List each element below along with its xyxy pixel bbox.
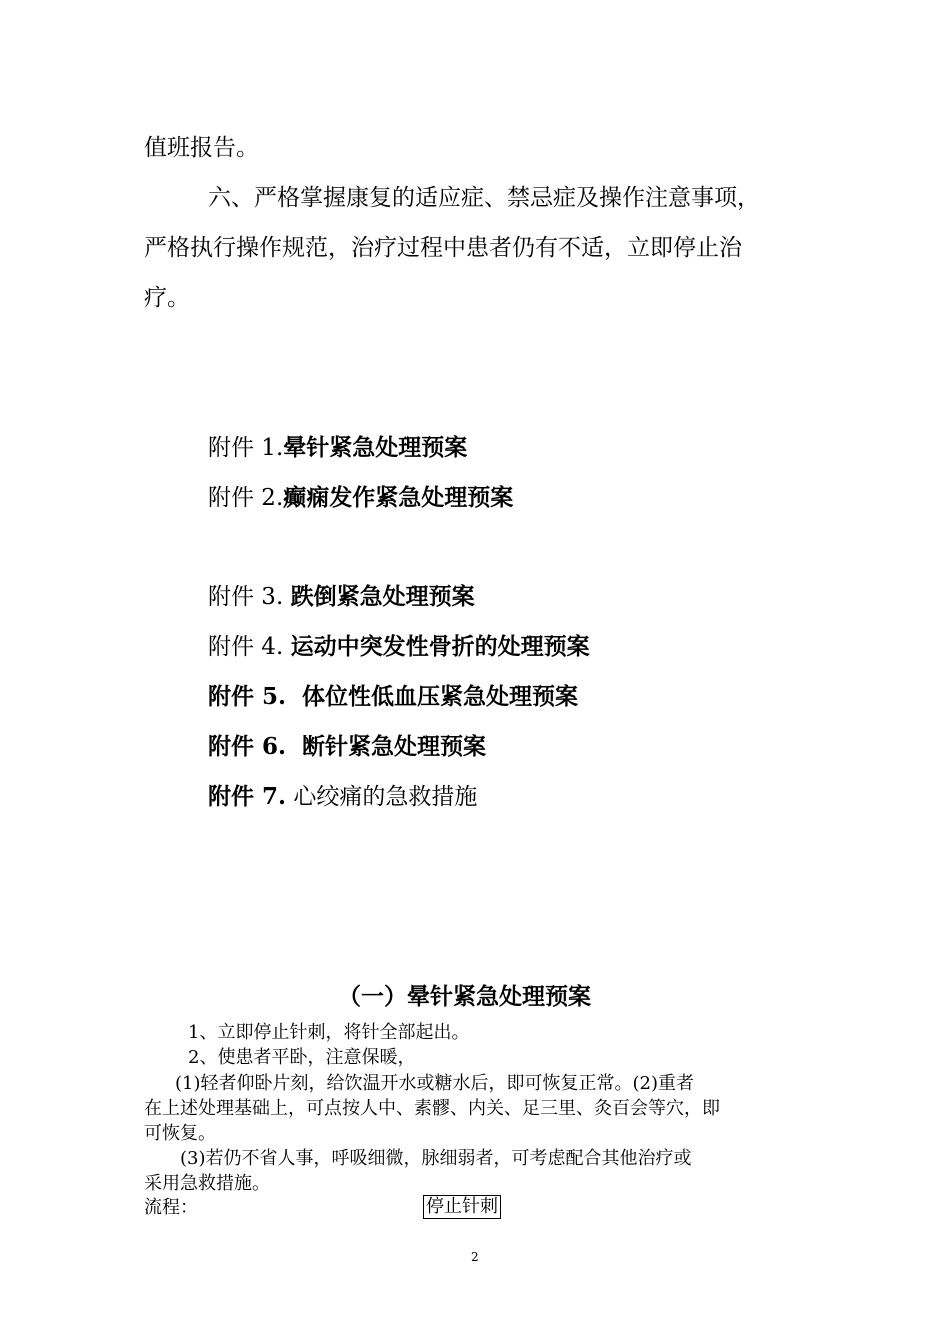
flow-label: 流程： xyxy=(144,1197,198,1218)
attachment-title: 癫痫发作紧急处理预案 xyxy=(283,485,514,511)
attachment-title: 跌倒紧急处理预案 xyxy=(290,584,475,610)
attachment-2 xyxy=(208,483,513,513)
attachment-prefix: 附件 5. xyxy=(208,683,287,710)
sub-item-1-line-1: (1)轻者仰卧片刻，给饮温开水或糖水后，即可恢复正常。(2)重者 xyxy=(175,1073,694,1094)
attachment-prefix: 附件 6. xyxy=(208,733,287,760)
attachment-prefix: 附件 7. xyxy=(208,783,287,810)
attachment-prefix: 附件 2. xyxy=(208,485,284,511)
flow-step-box: 停止针刺 xyxy=(423,1195,501,1219)
attachment-title: 运动中突发性骨折的处理预案 xyxy=(290,634,590,660)
attachment-title: 心绞痛的急救措施 xyxy=(293,784,478,810)
section-heading: （一）晕针紧急处理预案 xyxy=(338,984,591,1010)
attachment-title: 体位性低血压紧急处理预案 xyxy=(302,684,579,710)
section-item-2: 2、使患者平卧，注意保暖， xyxy=(188,1047,416,1068)
attachment-1 xyxy=(208,433,467,463)
sub-item-3-line-2: 采用急救措施。 xyxy=(144,1173,270,1194)
sub-item-1-line-2: 在上述处理基础上，可点按人中、素髎、内关、足三里、灸百会等穴，即 xyxy=(144,1098,720,1119)
attachment-title: 晕针紧急处理预案 xyxy=(283,435,468,461)
para6-line-3: 疗。 xyxy=(144,285,190,311)
para6-line-1: 六、严格掌握康复的适应症、禁忌症及操作注意事项， xyxy=(208,185,760,211)
attachment-7 xyxy=(208,782,477,812)
section-item-1: 1、立即停止针刺，将针全部起出。 xyxy=(188,1022,470,1043)
attachment-prefix: 附件 3. xyxy=(208,584,284,610)
body-line-1: 值班报告。 xyxy=(144,135,259,161)
attachment-5 xyxy=(208,682,578,712)
attachment-title: 断针紧急处理预案 xyxy=(302,734,487,760)
attachment-4 xyxy=(208,632,590,662)
attachment-3 xyxy=(208,582,475,612)
attachment-6 xyxy=(208,732,486,762)
attachment-prefix: 附件 4. xyxy=(208,634,284,660)
sub-item-1-line-3: 可恢复。 xyxy=(144,1123,216,1144)
page-number: 2 xyxy=(471,1250,479,1264)
para6-line-2: 严格执行操作规范，治疗过程中患者仍有不适，立即停止治 xyxy=(144,235,742,261)
attachment-prefix: 附件 1. xyxy=(208,435,284,461)
sub-item-3-line-1: (3)若仍不省人事，呼吸细微，脉细弱者，可考虑配合其他治疗或 xyxy=(180,1148,692,1169)
